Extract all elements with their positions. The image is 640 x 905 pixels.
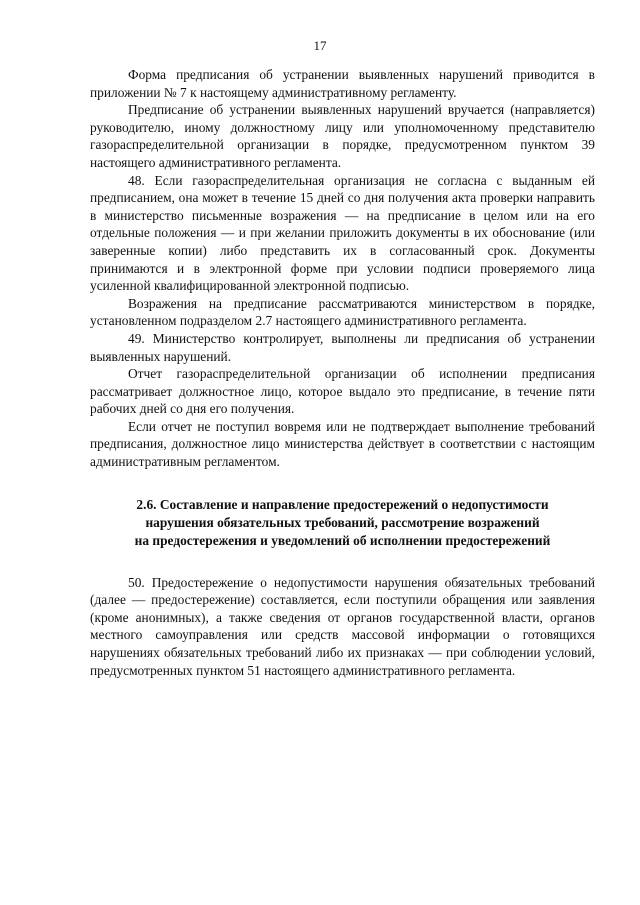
document-body bbox=[90, 66, 595, 679]
section-heading-2-6 bbox=[90, 496, 595, 550]
paragraph-48-objections: 48. Если газораспределительная организация не согласна с выданным ей предписанием, она может в течение 15 дней со дня получения акта проверки направить в министерство письменные возражения — на предписание в целом или на его отдельные положения — и при желании приложить документы в их обоснование (или заверенные копии) либо представить их в согласованный срок. Документы принимаются и в электронной форме при условии подписи проверяемого лица усиленной квалифицированной электронной подписью. bbox=[90, 172, 595, 294]
paragraph-form-appendix: Форма предписания об устранении выявленных нарушений приводится в приложении № 7 к настоящему административному регламенту. bbox=[90, 67, 595, 100]
page-number: 17 bbox=[313, 38, 327, 53]
paragraph-objections-review: Возражения на предписание рассматриваются министерством в порядке, установленном подразделом 2.7 настоящего административного регламента. bbox=[90, 295, 595, 329]
paragraph-49-control: 49. Министерство контролирует, выполнены ли предписания об устранении выявленных нарушений. bbox=[90, 330, 595, 364]
section-heading-line: нарушения обязательных требований, рассмотрение возражений bbox=[145, 514, 540, 530]
paragraph-non-compliance: Если отчет не поступил вовремя или не подтверждает выполнение требований предписания, должностное лицо министерства действует в соответствии с настоящим административным регламентом. bbox=[90, 418, 595, 470]
section-heading-line: 2.6. Составление и направление предостережений о недопустимости bbox=[136, 496, 549, 512]
paragraph-report-review: Отчет газораспределительной организации об исполнении предписания рассматривает должностное лицо, которое выдало это предписание, в течение пяти рабочих дней со дня его получения. bbox=[90, 366, 595, 417]
section-heading-line: на предостережения и уведомлений об исполнении предостережений bbox=[134, 532, 551, 548]
paragraph-50-grounds: 50. Предостережение о недопустимости нарушения обязательных требований (далее — предостережение) составляется, если поступили обращения или заявления (кроме анонимных), а также сведения от органов государственной власти, органов местного самоуправления или средств массовой информации о готовящихся нарушениях обязательных требований либо их признаках — при соблюдении условий, предусмотренных пунктом 51 настоящего административного регламента. bbox=[90, 574, 595, 678]
paragraph-delivery: Предписание об устранении выявленных нарушений вручается (направляется) руководителю, иному должностному лицу или уполномоченному представителю газораспределительной организации в порядке, предусмотренном пунктом 39 настоящего административного регламента. bbox=[90, 102, 595, 170]
